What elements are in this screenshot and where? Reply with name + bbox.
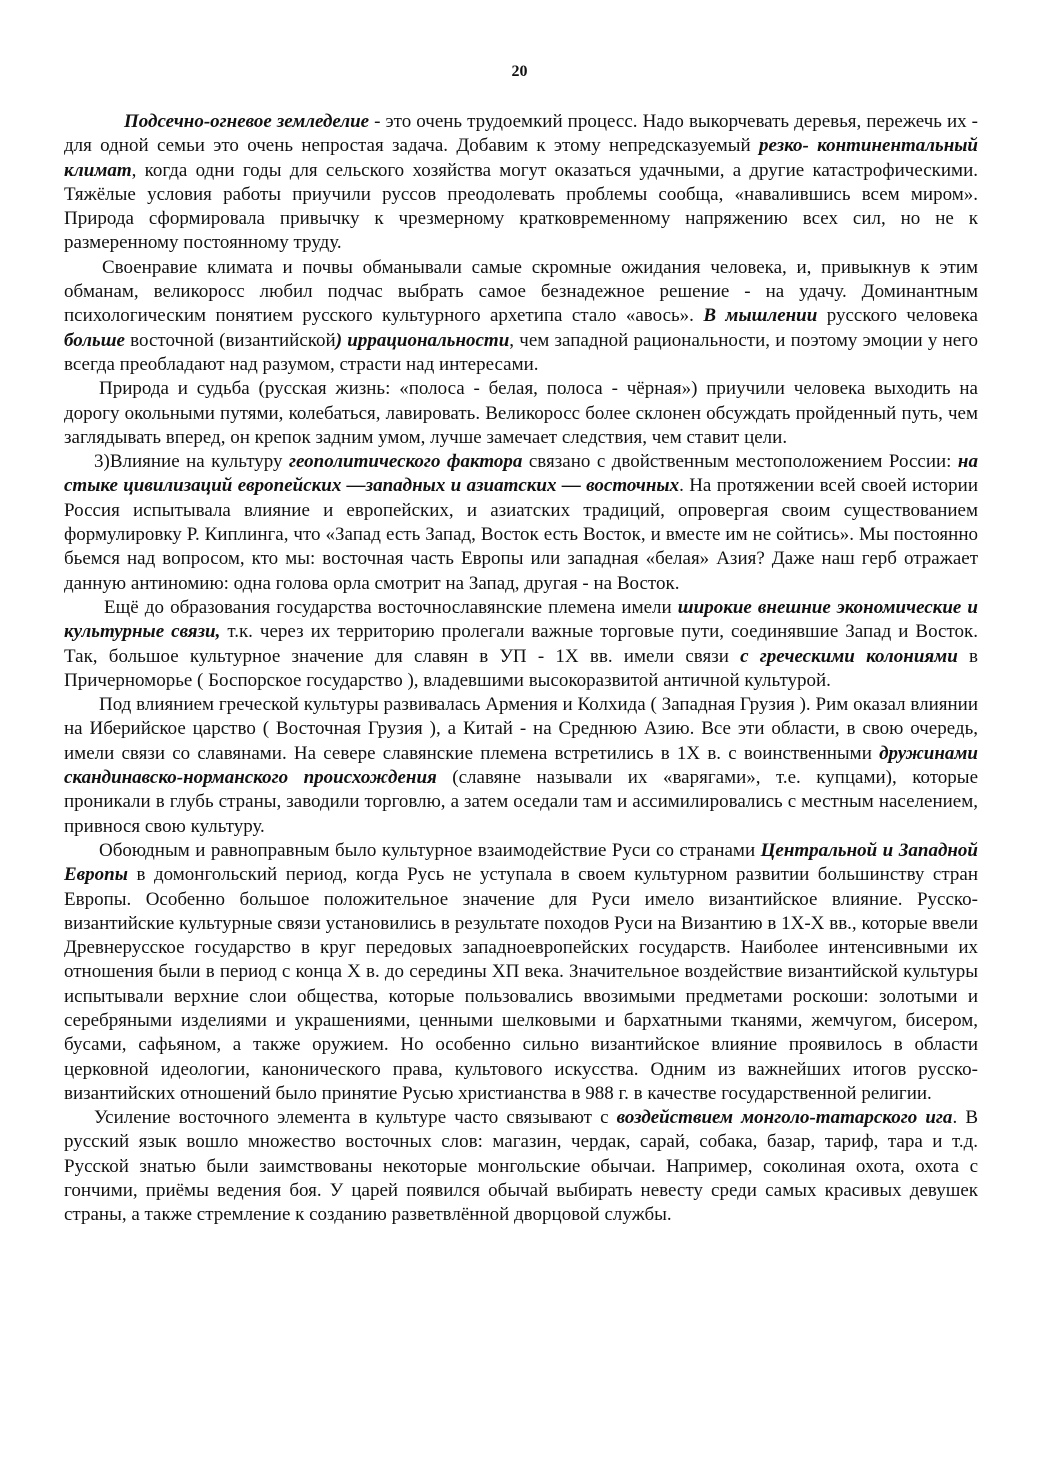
emphasized-term: широкие внешние экономические и культурные связи, — [64, 596, 978, 643]
emphasized-term: В мышлении — [703, 305, 818, 327]
text-segment: Усиление восточного элемента в культуре часто связывают с — [94, 1107, 617, 1129]
emphasized-term: на стыке цивилизаций европейских —западных и азиатских — восточных — [64, 451, 978, 497]
emphasized-term: геополитического фактора — [288, 451, 523, 473]
body-text — [64, 110, 978, 1228]
emphasized-term: Подсечно-огневое земледелие — [124, 111, 370, 132]
paragraph — [64, 377, 978, 450]
text-segment: Под влиянием греческой культуры развивалась Армения и Колхида ( Западная Грузия ). Рим оказал влиянии на Иберийское царство ( Восточная Грузия ), а Китай - на Среднюю Азию. Все эти области, в свою очередь, имели связи со славянами. На севере славянские племена встретились в 1Х в. с воинственными — [64, 694, 978, 764]
emphasized-term: с греческими колониями — [740, 645, 958, 667]
emphasized-term: воздействием монголо-татарского ига — [616, 1107, 953, 1129]
text-segment: т.к. через их территорию пролегали важные торговые пути, соединявшие Запад и Восток. Так, большое культурное значение для славян в УП - 1Х вв. имели связи — [64, 621, 979, 667]
paragraph — [64, 256, 978, 377]
text-segment: . В русский язык вошло множество восточных слов: магазин, чердак, сарай, собака, базар, тариф, тара и т.д. Русской знатью были заимствованы некоторые монгольские обычаи. Например, соколиная охота, охота с гончими, приёмы ведения боя. У царей появился обычай выбирать невесту среди самых красивых девушек страны, а также стремление к созданию разветвлённой дворцовой службы. — [64, 1107, 978, 1226]
text-segment: Природа и судьба (русская жизнь: «полоса - белая, полоса - чёрная») приучили человека выходить на дорогу окольными путями, колебаться, лавировать. Великоросс более склонен обсуждать пройденный путь, чем заглядывать вперед, он крепок задним умом, лучше замечает следствия, чем ставит цели. — [64, 378, 978, 448]
text-segment: в домонгольский период, когда Русь не уступала в своем культурном развитии большинству стран Европы. Особенно большое положительное значение для Руси имело византийское влияние. Русско-византийские культурные связи установились в результате походов Руси на Византию в 1Х-Х вв., которые ввели Древнерусское государство в круг передовых западноевропейских государств. Наиболее интенсивными их отношения были в период с конца Х в. до середины ХП века. Значительное воздействие византийской культуры испытывали верхние слои общества, которые пользовались ввозимыми предметами роскоши: золотыми и серебряными изделиями и украшениями, ценными шелковыми и бархатными тканями, жемчугом, бисером, бусами, сафьяном, а также оружием. Но особенно сильно византийское влияние проявилось в области церковной идеологии, канонического права, культового искусства. Одним из важнейших итогов русско-византийских отношений было принятие Русью христианства в 988 г. в качестве государственной религии. — [64, 864, 978, 1104]
text-segment: восточной (византийской — [124, 329, 336, 351]
emphasized-term: ) иррациональности — [335, 329, 510, 351]
text-segment: Своенравие климата и почвы обманывали самые скромные ожидания человека, и, привыкнув к этим обманам, великоросс любил подчас выбрать самое безнадежное решение - на удачу. Доминантным психологическим понятием русского культурного архетипа стало «авось». — [64, 256, 978, 327]
emphasized-term: больше — [64, 329, 125, 351]
text-segment: русского человека — [817, 305, 978, 327]
emphasized-term: Центральной и Западной Европы — [64, 839, 978, 886]
text-segment: (славяне называли их «варягами», т.е. купцами), которые проникали в глубь страны, заводили торговлю, а затем оседали там и ассимилировались с местным населением, привнося свою культуру. — [64, 767, 979, 837]
text-segment: - это очень трудоемкий процесс. Надо выкорчевать деревья, пережечь их - для одной семьи это очень непростая задача. Добавим к этому непредсказуемый — [64, 111, 978, 157]
paragraph — [64, 1106, 978, 1227]
paragraph — [64, 693, 978, 839]
text-segment: , когда одни годы для сельского хозяйства могут оказаться удачными, а другие катастрофическими. Тяжёлые условия работы приучили руссов преодолевать проблемы сообща, «навалившись всем миром». Природа сформировала привычку к чрезмерному кратковременному напряжению всех сил, но не к размеренному постоянному труду. — [64, 159, 978, 254]
text-segment: . На протяжении всей своей истории Россия испытывала влияние и европейских, и азиатских традиций, опровергая своим существованием формулировку Р. Киплинга, что «Запад есть Запад, Восток есть Восток, и вместе им не сойтись». Мы постоянно бьемся над вопросом, кто мы: восточная часть Европы или западная «белая» Азия? Даже наш герб отражает данную антиномию: одна голова орла смотрит на Запад, другая - на Восток. — [64, 475, 978, 594]
page-number: 20 — [511, 63, 528, 80]
text-segment: в Причерноморье ( Боспорское государство ), владевшими высокоразвитой античной культурой. — [64, 645, 978, 691]
paragraph — [64, 596, 978, 693]
emphasized-term: резко- континентальный климат — [64, 135, 979, 181]
text-segment: Ещё до образования государства восточнославянские племена имели — [104, 596, 678, 618]
text-segment: , чем западной рациональности, и поэтому эмоции у него всегда преобладают над разумом, страсти над интересами. — [64, 329, 979, 375]
paragraph — [64, 839, 978, 1106]
emphasized-term: дружинами скандинавско-норманского происхождения — [64, 742, 978, 789]
text-segment: Обоюдным и равноправным было культурное взаимодействие Руси со странами — [99, 839, 761, 861]
text-segment: 3)Влияние на культуру — [94, 451, 289, 473]
text-segment: связано с двойственным местоположением России: — [522, 451, 958, 473]
paragraph — [64, 450, 978, 596]
paragraph — [64, 110, 978, 256]
